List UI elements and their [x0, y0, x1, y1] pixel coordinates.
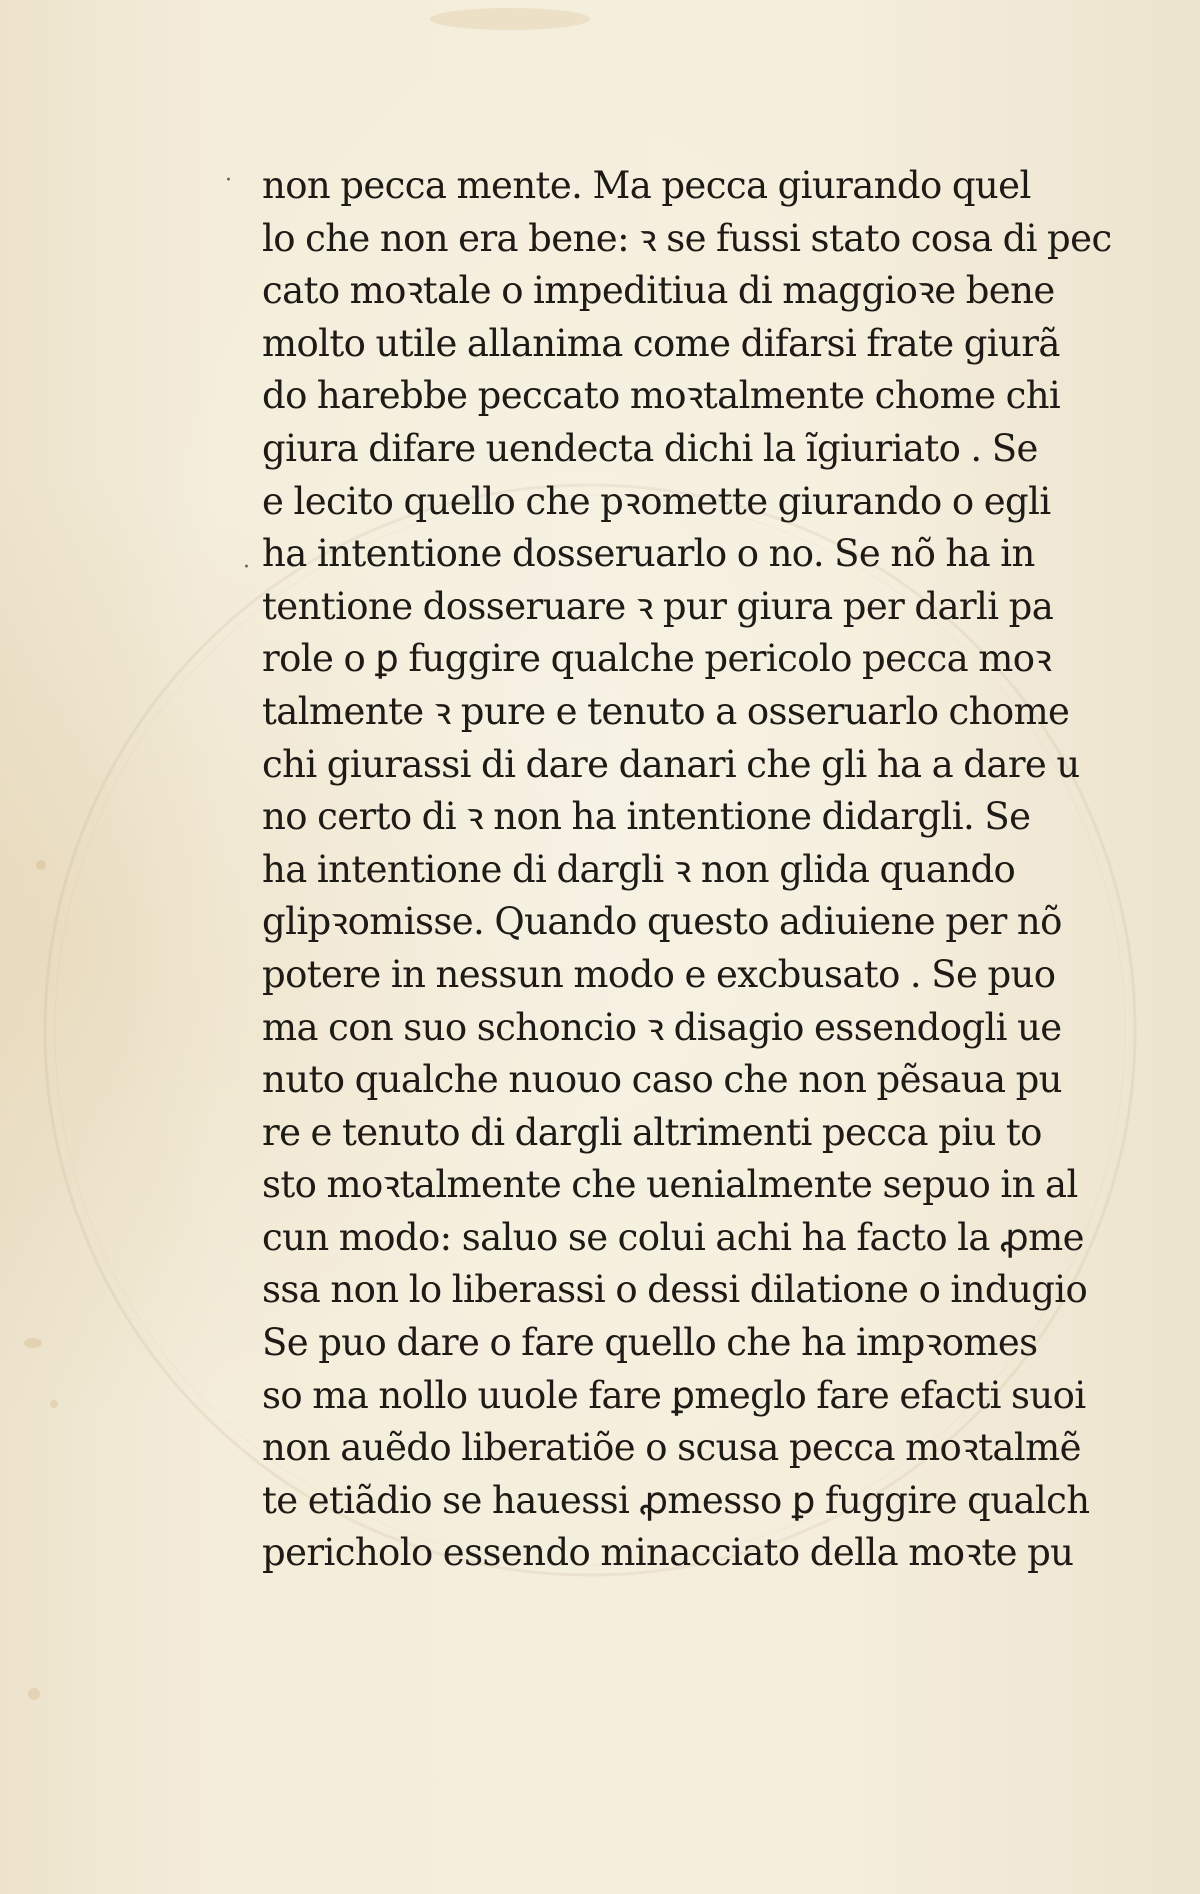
text-line: molto utile allanima come difarsi frate giurã	[262, 321, 1060, 365]
text-line: ssa non lo liberassi o dessi dilatione o indugio	[262, 1268, 1088, 1312]
text-line: e lecito quello che pꝛomette giurando o egli	[262, 479, 1051, 523]
text-line: talmente ꝛ pure e tenuto a osseruarlo chome	[262, 689, 1070, 733]
text-line: Se puo dare o fare quello che ha impꝛomes	[262, 1321, 1038, 1365]
text-line: non auẽdo liberatiõe o scusa pecca moꝛtalmẽ	[262, 1426, 1081, 1470]
text-line: no certo di ꝛ non ha intentione didargli. Se	[262, 795, 1031, 839]
text-line: nuto qualche nuouo caso che non pẽsaua pu	[262, 1058, 1062, 1102]
text-line: pericholo essendo minacciato della moꝛte pu	[262, 1531, 1074, 1575]
foxing-stain-top	[430, 8, 590, 30]
text-line: so ma nollo uuole fare ꝑmeglo fare efacti suoi	[262, 1373, 1086, 1417]
text-column	[262, 160, 1112, 1580]
text-line: non pecca mente. Ma pecca giurando quel	[262, 164, 1031, 207]
text-line: cun modo: saluo se colui achi ha facto la ꝓme	[262, 1215, 1084, 1259]
text-line: potere in nessun modo e excbusato . Se puo	[262, 952, 1056, 996]
text-line: te etiãdio se hauessi ꝓmesso ꝑ fuggire qualch	[262, 1478, 1090, 1522]
text-line: ha intentione di dargli ꝛ non glida quando	[262, 847, 1016, 891]
foxing-stain-left-4	[50, 1400, 58, 1408]
foxing-stain-left-1	[24, 1338, 42, 1348]
text-line: do harebbe peccato moꝛtalmente chome chi	[262, 374, 1061, 418]
text-line: tentione dosseruare ꝛ pur giura per darli pa	[262, 584, 1054, 628]
text-line: cato moꝛtale o impeditiua di maggioꝛe bene	[262, 269, 1055, 313]
text-line: ha intentione dosseruarlo o no. Se nõ ha in	[262, 532, 1035, 576]
foxing-stain-left-2	[28, 1688, 40, 1700]
margin-mark-mid: ·	[243, 555, 250, 580]
text-line: lo che non era bene: ꝛ se fussi stato cosa di pec	[262, 216, 1112, 260]
text-line: giura difare uendecta dichi la ĩgiuriato . Se	[262, 426, 1038, 470]
margin-mark-top: ·	[225, 168, 232, 193]
foxing-stain-left-3	[36, 860, 46, 870]
text-line: re e tenuto di dargli altrimenti pecca piu to	[262, 1110, 1042, 1154]
text-line: role o ꝑ fuggire qualche pericolo pecca moꝛ	[262, 637, 1052, 681]
text-line: sto moꝛtalmente che uenialmente sepuo in al	[262, 1163, 1078, 1207]
text-line: glipꝛomisse. Quando questo adiuiene per nõ	[262, 900, 1062, 944]
text-line: chi giurassi di dare danari che gli ha a dare u	[262, 742, 1080, 786]
text-line: ma con suo schoncio ꝛ disagio essendogli ue	[262, 1005, 1062, 1049]
